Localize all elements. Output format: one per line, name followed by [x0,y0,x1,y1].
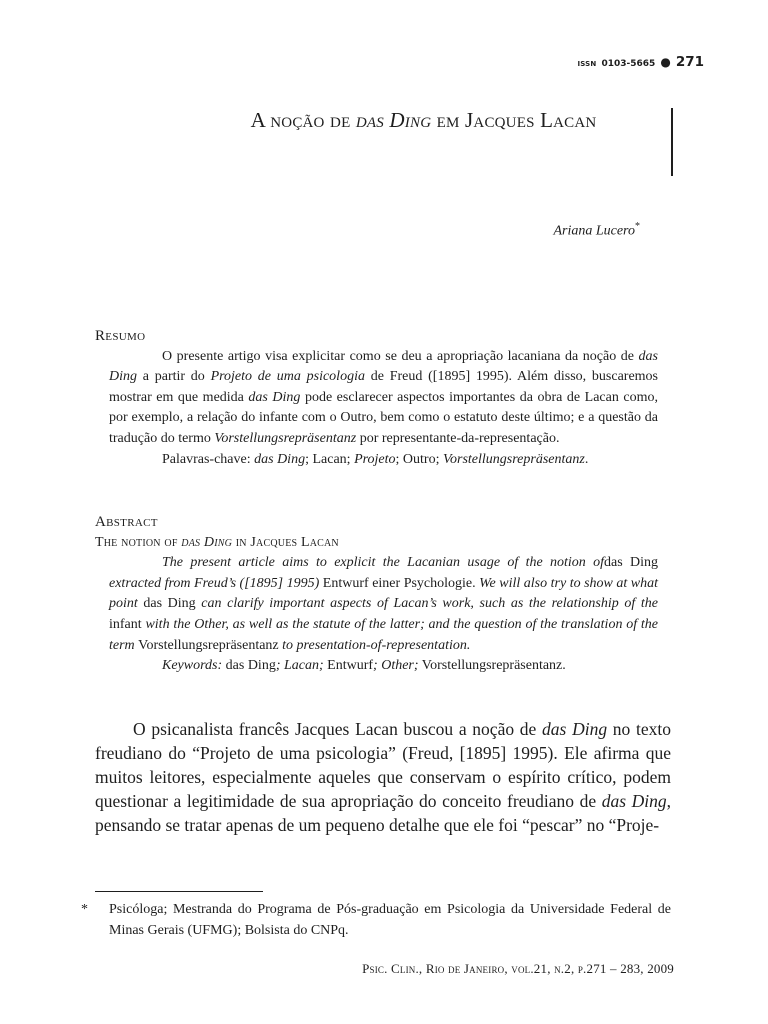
body-paragraph: O psicanalista francês Jacques Lacan buscou a noção de das Ding no texto freudiano do “Projeto de uma psicologia” (Freud, [1895] 1995). Ele afirma que muitos leitores, especialmente aqueles que conservam o espírito crítico, podem questionar a legitimidade de sua apropriação do conceito freudiano de das Ding, pensando se tratar apenas de um pequeno detalhe que ele foi “pescar” no “Proje- [95,719,672,835]
abstract-section [95,512,658,677]
page-number: 271 [675,54,704,70]
footnote-divider [95,891,263,892]
issn-number: 0103-5665 [601,59,656,69]
resumo-keywords: Palavras-chave: das Ding; Lacan; Projeto; Outro; Vorstellungsrepräsentanz. [162,451,589,467]
footnote-text: Psicóloga; Mestranda do Programa de Pós-graduação em Psicologia da Universidade Federal de Minas Gerais (UFMG); Bolsista do CNPq. [109,902,671,938]
issn-label: ISSN [577,60,597,68]
resumo-heading: Resumo [95,328,146,344]
abstract-keywords: Keywords: das Ding; Lacan; Entwurf; Other; Vorstellungsrepräsentanz. [162,658,566,674]
author-name: Ariana Lucero* [553,221,640,239]
article-title: A noção de das Ding em Jacques Lacan [250,108,597,132]
abstract-heading: Abstract [95,514,158,530]
journal-citation: Psic. Clin., Rio de Janeiro, vol.21, n.2, p.271 – 283, 2009 [362,961,674,976]
resumo-text: O presente artigo visa explicitar como se deu a apropriação lacaniana da noção de das Ding a partir do Projeto de uma psicologia de Freud ([1895] 1995). Além disso, buscaremos mostrar em que medida das Ding pode esclarecer aspectos importantes da obra de Lacan como, por exemplo, a relação do infante com o Outro, bem como o estatuto deste último; e a questão da tradução do termo Vorstellungsrepräsentanz por representante-da-representação. [109,348,658,446]
abstract-text: The present article aims to explicit the Lacanian usage of the notion ofdas Ding extracted from Freud’s ([1895] 1995) Entwurf einer Psychologie. We will also try to show at what point das Ding can clarify important aspects of Lacan’s work, such as the relationship of the infant with the Other, as well as the statute of the latter; and the question of the translation of the term Vorstellungsrepräsentanz to presentation-of-representation. [109,555,659,653]
bullet-icon: ● [660,55,671,69]
title-italic-term: das Ding [355,108,432,132]
author-footnote [81,899,671,941]
footnote-marker: * [81,902,88,917]
abstract-title: The notion of das Ding in Jacques Lacan [95,534,339,550]
resumo-section [95,326,658,470]
author-footnote-mark: * [635,221,640,232]
issn-header [577,54,704,70]
